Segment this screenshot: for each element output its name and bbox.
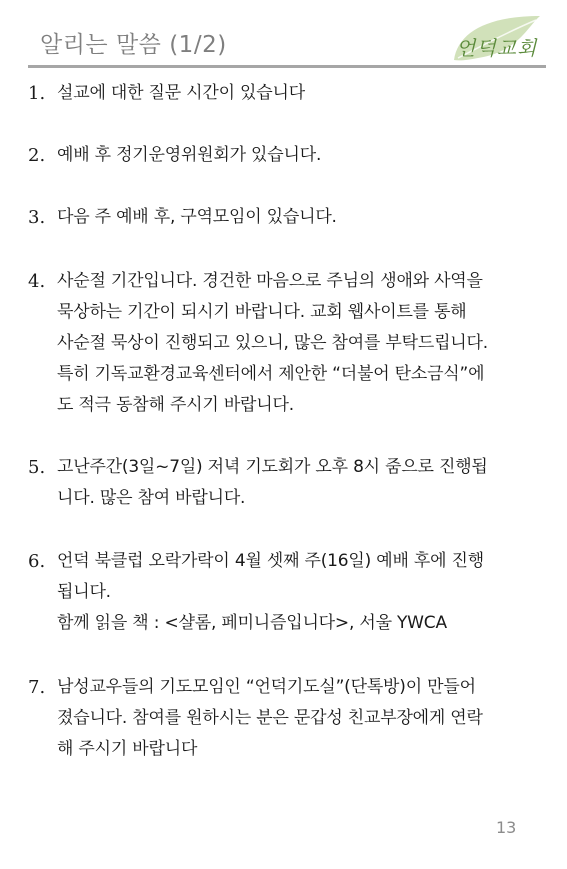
notice-line: 남성교우들의 기도모임인 “언덕기도실”(단톡방)이 만들어 xyxy=(57,677,476,697)
slide-header xyxy=(0,0,567,70)
notice-line: 도 적극 동참해 주시기 바랍니다. xyxy=(57,395,294,415)
notice-text xyxy=(57,140,557,171)
notice-line: 설교에 대한 질문 시간이 있습니다 xyxy=(57,83,305,103)
notice-number: 3. xyxy=(28,207,46,228)
notice-line: 고난주간(3일~7일) 저녁 기도회가 오후 8시 줌으로 진행됩 xyxy=(57,457,488,477)
notice-line: 언덕 북클럽 오락가락이 4월 셋째 주(16일) 예배 후에 진행 xyxy=(57,551,485,571)
notice-line: 사순절 묵상이 진행되고 있으니, 많은 참여를 부탁드립니다. xyxy=(57,333,488,353)
notice-line: 함께 읽을 책 : <샬롬, 페미니즘입니다>, 서울 YWCA xyxy=(57,613,447,633)
notice-line: 예배 후 정기운영위원회가 있습니다. xyxy=(57,145,322,165)
notice-line: 졌습니다. 참여를 원하시는 분은 문갑성 친교부장에게 연락 xyxy=(57,708,483,728)
notice-number: 2. xyxy=(28,145,46,166)
notice-line: 됩니다. xyxy=(57,582,111,602)
church-logo xyxy=(448,12,548,64)
notice-text xyxy=(57,202,557,233)
notice-line: 니다. 많은 참여 바랍니다. xyxy=(57,488,246,508)
notice-line: 다음 주 예배 후, 구역모임이 있습니다. xyxy=(57,207,337,227)
notice-line: 해 주시기 바랍니다 xyxy=(57,739,198,759)
notice-text xyxy=(57,546,557,639)
notice-number: 4. xyxy=(28,271,46,292)
notice-number: 7. xyxy=(28,677,46,698)
notice-text xyxy=(57,266,557,421)
notice-line: 묵상하는 기간이 되시기 바랍니다. 교회 웹사이트를 통해 xyxy=(57,302,467,322)
notice-number: 1. xyxy=(28,83,46,104)
notice-number: 6. xyxy=(28,551,46,572)
notice-line: 특히 기독교환경교육센터에서 제안한 “더불어 탄소금식”에 xyxy=(57,364,485,384)
notice-text xyxy=(57,452,557,514)
page-number: 13 xyxy=(496,818,517,837)
notice-text xyxy=(57,672,557,765)
notice-text xyxy=(57,78,557,109)
page-title: 알리는 말씀 (1/2) xyxy=(40,32,227,58)
logo-text: 언덕교회 xyxy=(456,36,538,60)
notice-number: 5. xyxy=(28,457,46,478)
notice-line: 사순절 기간입니다. 경건한 마음으로 주님의 생애와 사역을 xyxy=(57,271,483,291)
header-divider xyxy=(28,65,546,68)
